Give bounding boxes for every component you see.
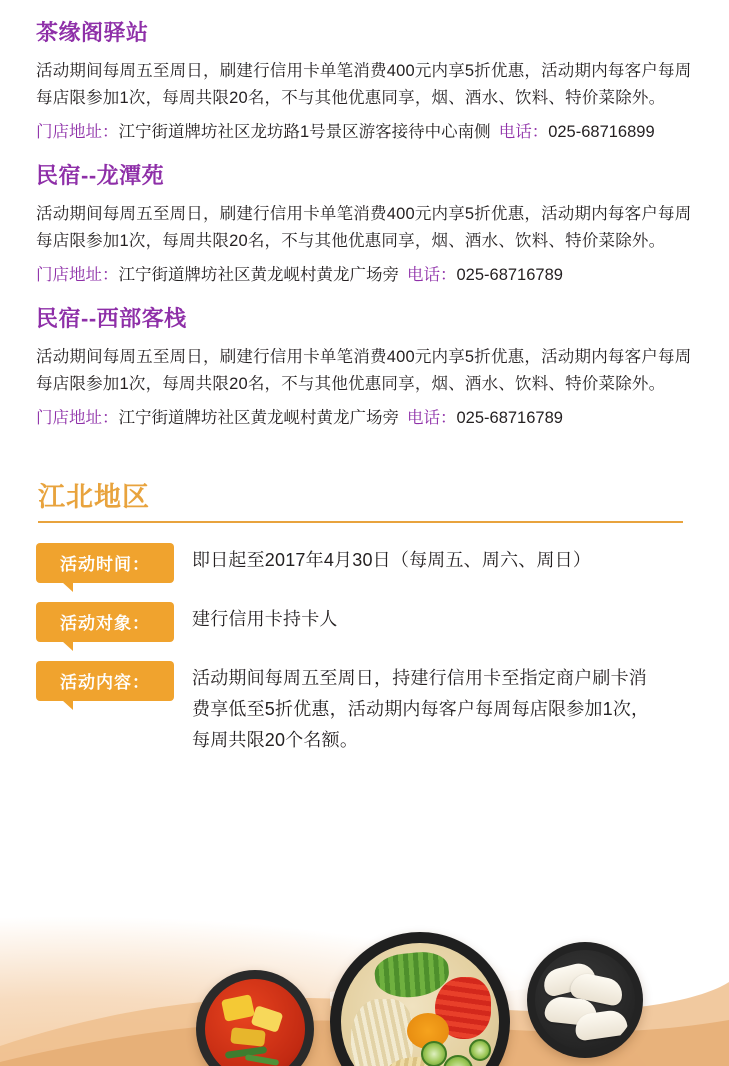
tel-label: 电话： bbox=[407, 266, 457, 284]
info-row-activity-content bbox=[36, 661, 693, 756]
dumpling-contents bbox=[535, 950, 635, 1050]
merchant-name: 茶缘阁驿站 bbox=[36, 20, 149, 45]
tofu-piece bbox=[251, 1005, 284, 1033]
merchant-description: 活动期间每周五至周日，刷建行信用卡单笔消费400元内享5折优惠，活动期内每客户每周每店限参加1次，每周共限20名，不与其他优惠同享，烟、酒水、饮料、特价菜除外。 bbox=[36, 62, 692, 107]
tag-activity-audience: 活动对象： bbox=[36, 602, 174, 642]
merchant-description: 活动期间每周五至周日，刷建行信用卡单笔消费400元内享5折优惠，活动期内每客户每周每店限参加1次，每周共限20名，不与其他优惠同享，烟、酒水、饮料、特价菜除外。 bbox=[36, 348, 692, 393]
scallion-piece bbox=[245, 1054, 280, 1066]
tel-label: 电话： bbox=[407, 409, 457, 427]
merchant-block bbox=[36, 159, 693, 288]
bottom-food-band bbox=[0, 896, 729, 1066]
merchant-block bbox=[36, 302, 693, 431]
address-label: 门店地址： bbox=[36, 266, 119, 284]
bean-sprouts bbox=[351, 999, 413, 1066]
tofu-piece bbox=[230, 1027, 265, 1046]
merchant-contact-line bbox=[36, 262, 693, 288]
bibimbap-contents bbox=[341, 943, 499, 1066]
address-value: 江宁街道牌坊社区黄龙岘村黄龙广场旁 bbox=[118, 266, 399, 284]
tel-value: 025-68716789 bbox=[456, 409, 563, 427]
info-row-activity-audience bbox=[36, 602, 693, 642]
region-divider bbox=[38, 521, 683, 523]
region-title: 江北地区 bbox=[38, 482, 150, 512]
dumpling-bowl-photo bbox=[527, 942, 643, 1058]
address-label: 门店地址： bbox=[36, 123, 119, 141]
address-value: 江宁街道牌坊社区黄龙岘村黄龙广场旁 bbox=[118, 409, 399, 427]
address-value: 江宁街道牌坊社区龙坊路1号景区游客接待中心南侧 bbox=[118, 123, 491, 141]
red-soup-contents bbox=[205, 979, 305, 1066]
tel-value: 025-68716789 bbox=[456, 266, 563, 284]
tel-value: 025-68716899 bbox=[548, 123, 655, 141]
cucumber-slice bbox=[421, 1041, 447, 1066]
info-row-activity-time bbox=[36, 543, 693, 583]
address-label: 门店地址： bbox=[36, 409, 119, 427]
merchant-description: 活动期间每周五至周日，刷建行信用卡单笔消费400元内享5折优惠，活动期内每客户每周每店限参加1次，每周共限20名，不与其他优惠同享，烟、酒水、饮料、特价菜除外。 bbox=[36, 205, 692, 250]
merchant-block bbox=[36, 16, 693, 145]
tag-activity-time: 活动时间： bbox=[36, 543, 174, 583]
tag-activity-content: 活动内容： bbox=[36, 661, 174, 701]
merchant-name: 民宿--西部客栈 bbox=[36, 306, 187, 331]
tel-label: 电话： bbox=[498, 123, 549, 141]
merchant-contact-line bbox=[36, 405, 693, 431]
activity-time-value: 即日起至2017年4月30日（每周五、周六、周日） bbox=[192, 550, 592, 570]
merchant-name: 民宿--龙潭苑 bbox=[36, 163, 165, 188]
cucumber-slice bbox=[469, 1039, 491, 1061]
merchant-contact-line bbox=[36, 119, 693, 145]
region-section bbox=[36, 475, 693, 756]
activity-audience-value: 建行信用卡持卡人 bbox=[192, 609, 338, 629]
cucumber-slice bbox=[443, 1055, 473, 1066]
promo-flyer-page bbox=[0, 16, 729, 1066]
tofu-piece bbox=[221, 994, 255, 1022]
activity-content-value: 活动期间每周五至周日，持建行信用卡至指定商户刷卡消费享低至5折优惠，活动期内每客户每周每店限参加1次，每周共限20个名额。 bbox=[192, 668, 650, 750]
